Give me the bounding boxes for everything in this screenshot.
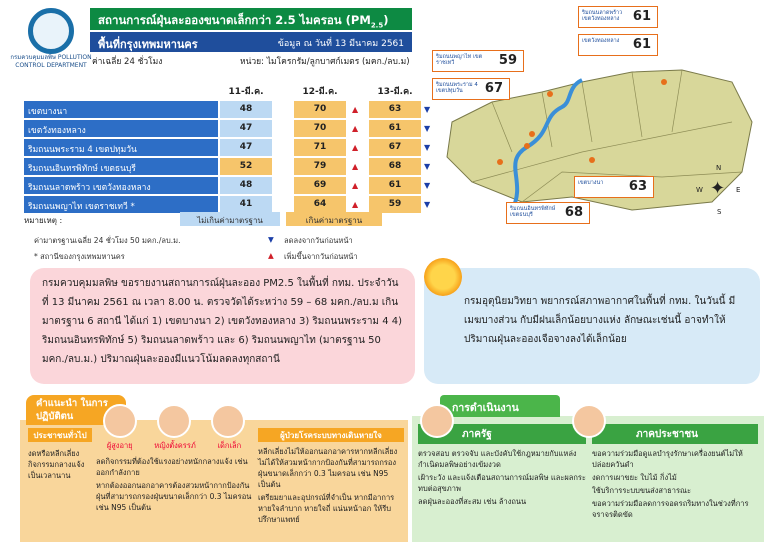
pm-value: 63 (369, 101, 421, 118)
table-row (24, 101, 431, 118)
pregnant-woman-icon (157, 404, 191, 438)
pm-value: 48 (220, 177, 272, 194)
compass-s: S (717, 208, 722, 216)
trend-down-icon: ▼ (424, 105, 431, 114)
pm-value: 61 (369, 177, 421, 194)
pm-value: 64 (294, 196, 346, 213)
map-callout (578, 6, 658, 28)
callout-station: ริมถนนลาดพร้าว เขตวังทองหลาง (582, 10, 623, 22)
station-name: เขตวังทองหลาง (24, 120, 218, 137)
callout-value: 59 (498, 53, 517, 68)
pm-value: 71 (294, 139, 346, 156)
weather-forecast: กรมอุตุนิยมวิทยา พยากรณ์สภาพอากาศในพื้นที่ กทม. ในวันนี้ มีเมฆบางส่วน กับมีฝนเล็กน้อยบางแห่ง ลักษณะเช่นนี้ อาจทำให้ปริมาณฝุ่นละอองเจือจางลงได้เล็กน้อย (424, 268, 760, 384)
callout-value: 61 (632, 37, 651, 52)
compass-n: N (716, 164, 722, 172)
callout-station: เขตวังทองหลาง (582, 38, 620, 44)
station-name: ริมถนนพระราม 4 เขตปทุมวัน (24, 139, 218, 156)
callout-value: 68 (564, 205, 583, 220)
advice-tab: คำแนะนำ ในการปฏิบัติตน (26, 395, 126, 425)
gov-head: ภาครัฐ (418, 424, 586, 444)
legend-station-note: * สถานีของกรุงเทพมหานคร (34, 252, 125, 261)
group-pregnant: หญิงตั้งครรภ์ (154, 441, 196, 450)
group-elderly: ผู้สูงอายุ (106, 441, 133, 450)
trend-down-icon: ▼ (424, 143, 431, 152)
station-name: ริมถนนลาดพร้าว เขตวังทองหลาง (24, 177, 218, 194)
pm-value: 61 (369, 120, 421, 137)
group-patient: ผู้ป่วยโรคระบบทางเดินหายใจ (258, 428, 404, 442)
station-name: เขตบางนา (24, 101, 218, 118)
general-tip: งดหรือหลีกเลี่ยงกิจกรรมกลางแจ้งเป็นเวลานาน (28, 449, 85, 480)
pcd-logo (28, 8, 74, 54)
operations-tab: การดำเนินงาน (440, 395, 560, 417)
gov-tip-1: ตรวจสอบ ตรวจจับ และบังคับใช้กฎหมายกับแหล่งกำเนิดมลพิษอย่างเข้มงวด (418, 449, 577, 469)
trend-down-icon: ▼ (424, 181, 431, 190)
title-end: ) (383, 13, 389, 27)
sensitive-tip-1: ลดกิจกรรมที่ต้องใช้แรงอย่างหนักกลางแจ้ง เช่น ออกกำลังกาย (96, 457, 248, 477)
patient-group (258, 428, 404, 525)
compass-star-icon: ✦ (710, 178, 726, 199)
col-header-2: 12-มี.ค. (302, 87, 338, 97)
people-tip-1: ขอความร่วมมือดูแลบำรุงรักษาเครื่องยนต์ไม่ให้ปล่อยควันดำ (592, 449, 743, 469)
sun-cloud-icon (424, 258, 462, 296)
title-text: สถานการณ์ฝุ่นละอองขนาดเล็กกว่า 2.5 ไมครอน (PM (98, 13, 371, 27)
compass (696, 164, 741, 216)
pm-value: 48 (220, 101, 272, 118)
callout-station: เขตบางนา (578, 180, 604, 186)
map-callout (432, 50, 524, 72)
map-callout (432, 78, 510, 100)
callout-value: 67 (484, 81, 503, 96)
callout-value: 63 (628, 179, 647, 194)
avg-label: ค่าเฉลี่ย 24 ชั่วโมง (92, 57, 163, 67)
trend-down-icon: ▼ (424, 124, 431, 133)
legend-std: ค่ามาตรฐานเฉลี่ย 24 ชั่วโมง 50 มคก./ลบ.ม. (34, 236, 181, 245)
pm-value: 68 (369, 158, 421, 175)
table-row (24, 196, 431, 213)
official-icon (420, 404, 454, 438)
legend-down-arrow: ▼ (268, 235, 274, 244)
map-callout (506, 202, 590, 224)
people-section (592, 424, 758, 520)
trend-down-icon: ▼ (424, 200, 431, 209)
area-title: พื้นที่กรุงเทพมหานคร (98, 38, 198, 51)
table-row (24, 177, 431, 194)
pm-value: 52 (220, 158, 272, 175)
sensitive-tip-2: หากต้องออกนอกอาคารต้องสวมหน้ากากป้องกันฝุ่นที่สามารถกรองฝุ่นขนาดเล็กกว่า 0.3 ไมครอน เช่น N95 เป็นต้น (96, 481, 252, 512)
legend-up: เพิ่มขึ้นจากวันก่อนหน้า (284, 252, 358, 261)
station-name: ริมถนนอินทรพิทักษ์ เขตธนบุรี (24, 158, 218, 175)
trend-down-icon: ▼ (424, 162, 431, 171)
map-callout (574, 176, 654, 198)
legend-down: ลดลงจากวันก่อนหน้า (284, 236, 353, 245)
pm-value: 67 (369, 139, 421, 156)
people-tip-4: ขอความร่วมมือลดการจอดรถริมทางในช่วงที่การจราจรติดขัด (592, 499, 749, 519)
callout-station: ริมถนนอินทรพิทักษ์ เขตธนบุรี (510, 206, 556, 218)
trend-up-icon: ▲ (352, 143, 359, 152)
elderly-icon (103, 404, 137, 438)
map-callout (578, 34, 658, 56)
pm-value: 41 (220, 196, 272, 213)
patient-tip-2: เตรียมยาและอุปกรณ์ที่จำเป็น หากมีอาการหายใจลำบาก หายใจถี่ แน่นหน้าอก ให้รีบปรึกษาแพทย์ (258, 493, 395, 524)
group-general: ประชาชนทั่วไป (28, 428, 92, 442)
pm-value: 47 (220, 139, 272, 156)
group-child: เด็กเล็ก (217, 441, 242, 450)
people-head: ภาคประชาชน (592, 424, 758, 444)
pm-value: 70 (294, 101, 346, 118)
pcd-report: กรมควบคุมมลพิษ ขอรายงานสถานการณ์ฝุ่นละออง PM2.5 ในพื้นที่ กทม. ประจำวันที่ 13 มีนาคม 2561 ณ เวลา 8.00 น. ตรวจวัดได้ระหว่าง 59 – 68 มคก./ลบ.ม เกินมาตรฐาน 6 สถานี ได้แก่ 1) เขตบางนา 2) เขตวังทองหลาง 3) ริมถนนพระราม 4 4) ริมถนนอินทรพิทักษ์ 5) ริมถนนลาดพร้าว และ 6) ริมถนนพญาไท (มาตรฐาน 50 มคก./ลบ.ม.) ปริมาณฝุ่นละอองมีแนวโน้มลดลงทุกสถานี (30, 268, 415, 384)
station-name: ริมถนนพญาไท เขตราชเทวี * (24, 196, 218, 213)
legend-note: หมายเหตุ : (24, 216, 63, 225)
callout-station: ริมถนนพระราม 4 เขตปทุมวัน (436, 82, 478, 94)
pm-value: 79 (294, 158, 346, 175)
pm-value: 47 (220, 120, 272, 137)
people-tip-2: งดการเผาขยะ ใบไม้ กิ่งไม้ (592, 473, 677, 482)
table-row (24, 139, 431, 156)
trend-up-icon: ▲ (352, 124, 359, 133)
unit-label: หน่วย: ไมโครกรัม/ลูกบาศก์เมตร (มคก./ลบ.ม) (240, 57, 410, 67)
general-public-group (28, 428, 92, 481)
legend-over: เกินค่ามาตรฐาน (286, 212, 382, 226)
logo-text: กรมควบคุมมลพิษ POLLUTION CONTROL DEPARTMENT (10, 54, 92, 69)
trend-up-icon: ▲ (352, 162, 359, 171)
pm-value: 70 (294, 120, 346, 137)
callout-value: 61 (632, 9, 651, 24)
child-icon (211, 404, 245, 438)
data-date: ข้อมูล ณ วันที่ 13 มีนาคม 2561 (277, 39, 404, 49)
col-header-3: 13-มี.ค. (377, 87, 413, 97)
page-title (90, 8, 412, 30)
gov-tip-2: เฝ้าระวัง และแจ้งเตือนสถานการณ์มลพิษ และผลกระทบต่อสุขภาพ (418, 473, 586, 493)
patient-tip-1: หลีกเลี่ยงไม่ให้ออกนอกอาคารหากหลีกเลี่ยงไม่ได้ให้สวมหน้ากากป้องกันที่สามารถกรองฝุ่นขนาดเล็กกว่า 0.3 ไมครอน เช่น N95 เป็นต้น (258, 447, 398, 489)
compass-e: E (736, 186, 741, 194)
area-bar (90, 32, 412, 52)
table-row (24, 120, 431, 137)
trend-up-icon: ▲ (352, 181, 359, 190)
gov-tip-3: ลดฝุ่นละอองที่สะสม เช่น ล้างถนน (418, 497, 527, 506)
citizen-icon (572, 404, 606, 438)
compass-w: W (696, 186, 703, 194)
col-header-1: 11-มี.ค. (228, 87, 264, 97)
title-sub: 2.5 (370, 21, 384, 30)
people-tip-3: ใช้บริการระบบขนส่งสาธารณะ (592, 486, 691, 495)
callout-station: ริมถนนพญาไท เขตราชเทวี (436, 54, 483, 66)
trend-up-icon: ▲ (352, 200, 359, 209)
pm-value: 59 (369, 196, 421, 213)
pm-value: 69 (294, 177, 346, 194)
table-row (24, 158, 431, 175)
legend-ok: ไม่เกินค่ามาตรฐาน (180, 212, 280, 226)
trend-up-icon: ▲ (352, 105, 359, 114)
legend-up-arrow: ▲ (268, 251, 274, 260)
sensitive-groups (96, 404, 252, 513)
